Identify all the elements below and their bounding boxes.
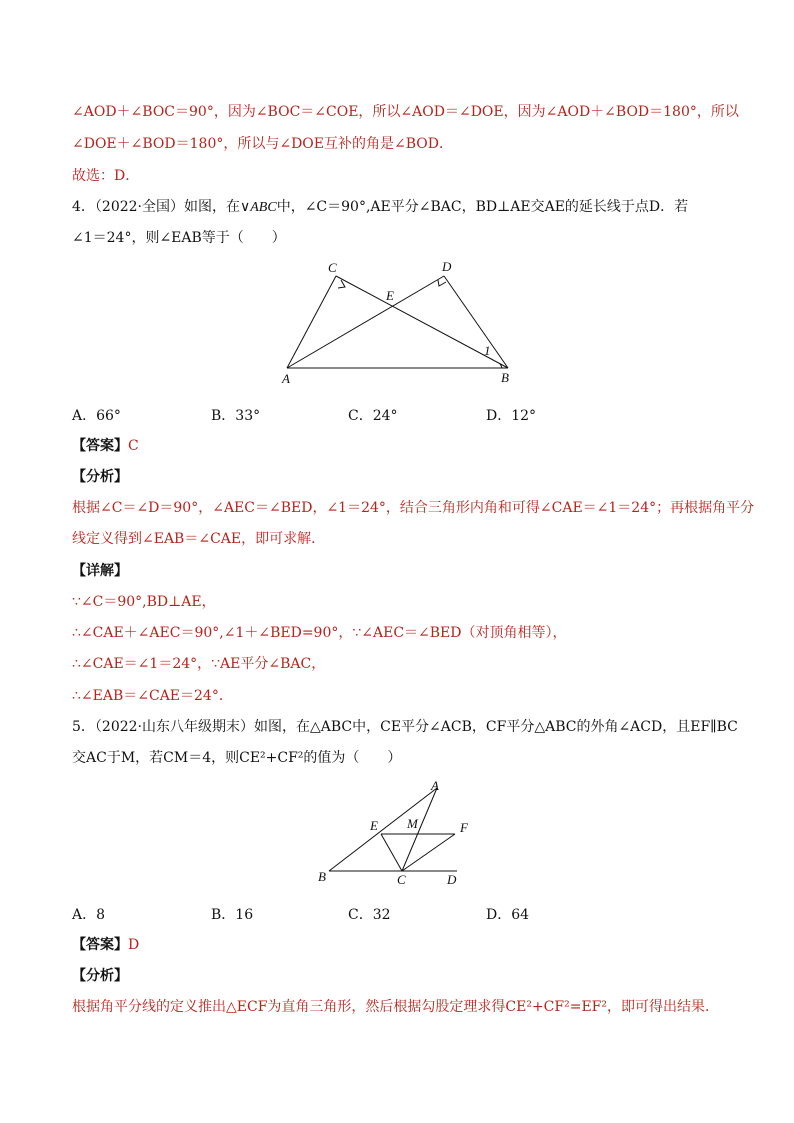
q5-option-c: C．32 [348,907,391,923]
prev-solution-line-2: ∠DOE＋∠BOD＝180°，所以与∠DOE互补的角是∠BOD． [72,136,453,152]
q4-figure [270,258,530,388]
q4-option-c: C．24° [348,408,398,424]
q5-option-b: B．16 [211,907,254,923]
q5-label-F: F [460,820,468,835]
q5-stem-line-1: 5．（2022·山东八年级期末）如图，在△ABC中，CE平分∠ACB，CF平分△ABC的外角∠ACD，且EF∥BC [72,719,738,735]
q5-stem-line-2: 交AC于M，若CM＝4，则CE²+CF²的值为（ ） [72,750,402,766]
q4-answer-tag: 【答案】 [72,438,128,454]
q5-answer-value: D [128,937,140,953]
q4-detail-line-1: ∵∠C＝90°,BD⊥AE， [72,594,216,610]
q5-seg-BA [329,788,437,871]
q5-label-E: E [370,818,378,833]
q4-right-angle-C [338,280,345,288]
q4-detail-line-2: ∴∠CAE＋∠AEC＝90°,∠1＋∠BED=90°，∵∠AEC＝∠BED（对顶角相等）， [72,625,567,641]
q5-label-B: B [318,869,326,884]
q4-option-a: A．66° [72,408,121,424]
q4-right-angle-D [438,280,446,286]
q4-stem-line-1 [72,197,688,218]
q5-answer-tag: 【答案】 [72,937,128,953]
q5-figure [310,776,490,891]
q4-label-A: A [282,371,290,386]
q5-label-D: D [447,872,457,887]
q4-stem-prefix: 4．（2022·全国）如图，在 [72,199,240,215]
q4-answer-value: C [128,438,139,454]
q4-label-E: E [386,288,394,303]
q4-stem-rest: 中，∠C＝90°,AE平分∠BAC，BD⊥AE交AE的延长线于点D．若 [276,199,689,215]
q4-analysis-line-1: 根据∠C＝∠D＝90°，∠AEC＝∠BED，∠1＝24°，结合三角形内角和可得∠CAE＝∠1＝24°；再根据角平分 [72,500,755,516]
q4-detail-tag: 【详解】 [72,563,128,579]
q4-label-D: D [442,259,452,274]
q4-detail-line-3: ∴∠CAE＝∠1＝24°，∵AE平分∠BAC， [72,656,326,672]
q4-triangle-symbol: ∨ABC [240,200,277,215]
q4-analysis-tag: 【分析】 [72,469,128,485]
prev-solution-line-1: ∠AOD＋∠BOC＝90°，因为∠BOC＝∠COE，所以∠AOD＝∠DOE，因为∠AOD＋∠BOD＝180°，所以 [72,104,739,120]
q5-answer [72,935,139,955]
q4-answer [72,436,139,456]
q4-stem-line-2: ∠1＝24°，则∠EAB等于（ ） [72,230,286,246]
q5-analysis-tag: 【分析】 [72,968,128,984]
q5-seg-EC [381,834,402,871]
q5-option-d: D．64 [486,907,530,923]
q4-label-1: 1 [484,343,491,358]
q4-seg-CB [336,276,508,368]
q4-label-C: C [328,260,337,275]
q4-analysis-line-2: 线定义得到∠EAB＝∠CAE，即可求解． [72,531,326,547]
q5-analysis-line-1: 根据角平分线的定义推出△ECF为直角三角形，然后根据勾股定理求得CE²+CF²=EF²，即可得出结果． [72,999,719,1015]
q4-seg-DB [444,276,508,368]
q5-option-a: A．8 [72,907,106,923]
q4-label-B: B [501,370,509,385]
q5-label-C: C [397,872,406,887]
q4-option-b: B．33° [211,408,261,424]
q4-seg-AD [287,276,444,368]
prev-answer: 故选：D． [72,168,140,184]
q5-label-A: A [431,778,439,793]
q5-label-M: M [407,816,418,831]
q4-option-d: D．12° [486,408,537,424]
q4-detail-line-4: ∴∠EAB＝∠CAE＝24°． [72,688,233,704]
